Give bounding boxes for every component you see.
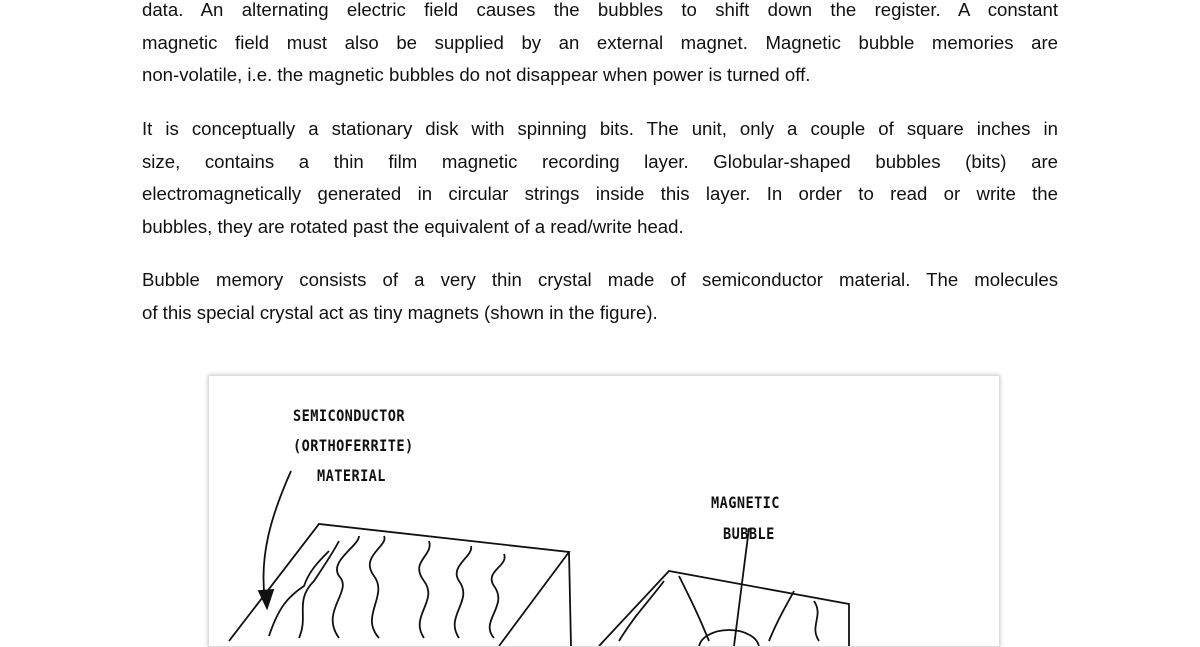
bubble-pointer [734,528,749,646]
bubble-memory-figure [208,375,1000,647]
text-line: magnetic field must also be supplied by an external magnet. Magnetic bubble memories are [142,31,1058,53]
paragraph-3 [142,264,1058,329]
left-crystal-block [229,524,569,646]
label-bubble-1: MAGNETIC [711,493,780,512]
paragraph-1 [142,0,1058,92]
text-line: size, contains a thin film magnetic recording layer. Globular-shaped bubbles (bits) are [142,150,1058,172]
paragraph-2 [142,113,1058,243]
label-bubble-2: BUBBLE [723,524,775,543]
text-line: non-volatile, i.e. the magnetic bubbles do not disappear when power is turned off. [142,64,811,86]
text-line: It is conceptually a stationary disk with spinning bits. The unit, only a couple of square inches in [142,118,1058,139]
right-crystal-block [599,571,849,646]
text-line: of this special crystal act as tiny magnets (shown in the figure). [142,301,658,323]
pointer-arrow [263,471,291,601]
label-material-2: (ORTHOFERRITE) [293,436,414,455]
label-material-3: MATERIAL [317,466,386,485]
text-line: Bubble memory consists of a very thin crystal made of semiconductor material. The molecules [142,269,1058,290]
text-line: bubbles, they are rotated past the equivalent of a read/write head. [142,215,684,237]
label-material-1: SEMICONDUCTOR [293,406,405,425]
text-line: data. An alternating electric field causes the bubbles to shift down the register. A constant [142,0,1058,20]
text-line: electromagnetically generated in circular strings inside this layer. In order to read or write the [142,183,1058,205]
